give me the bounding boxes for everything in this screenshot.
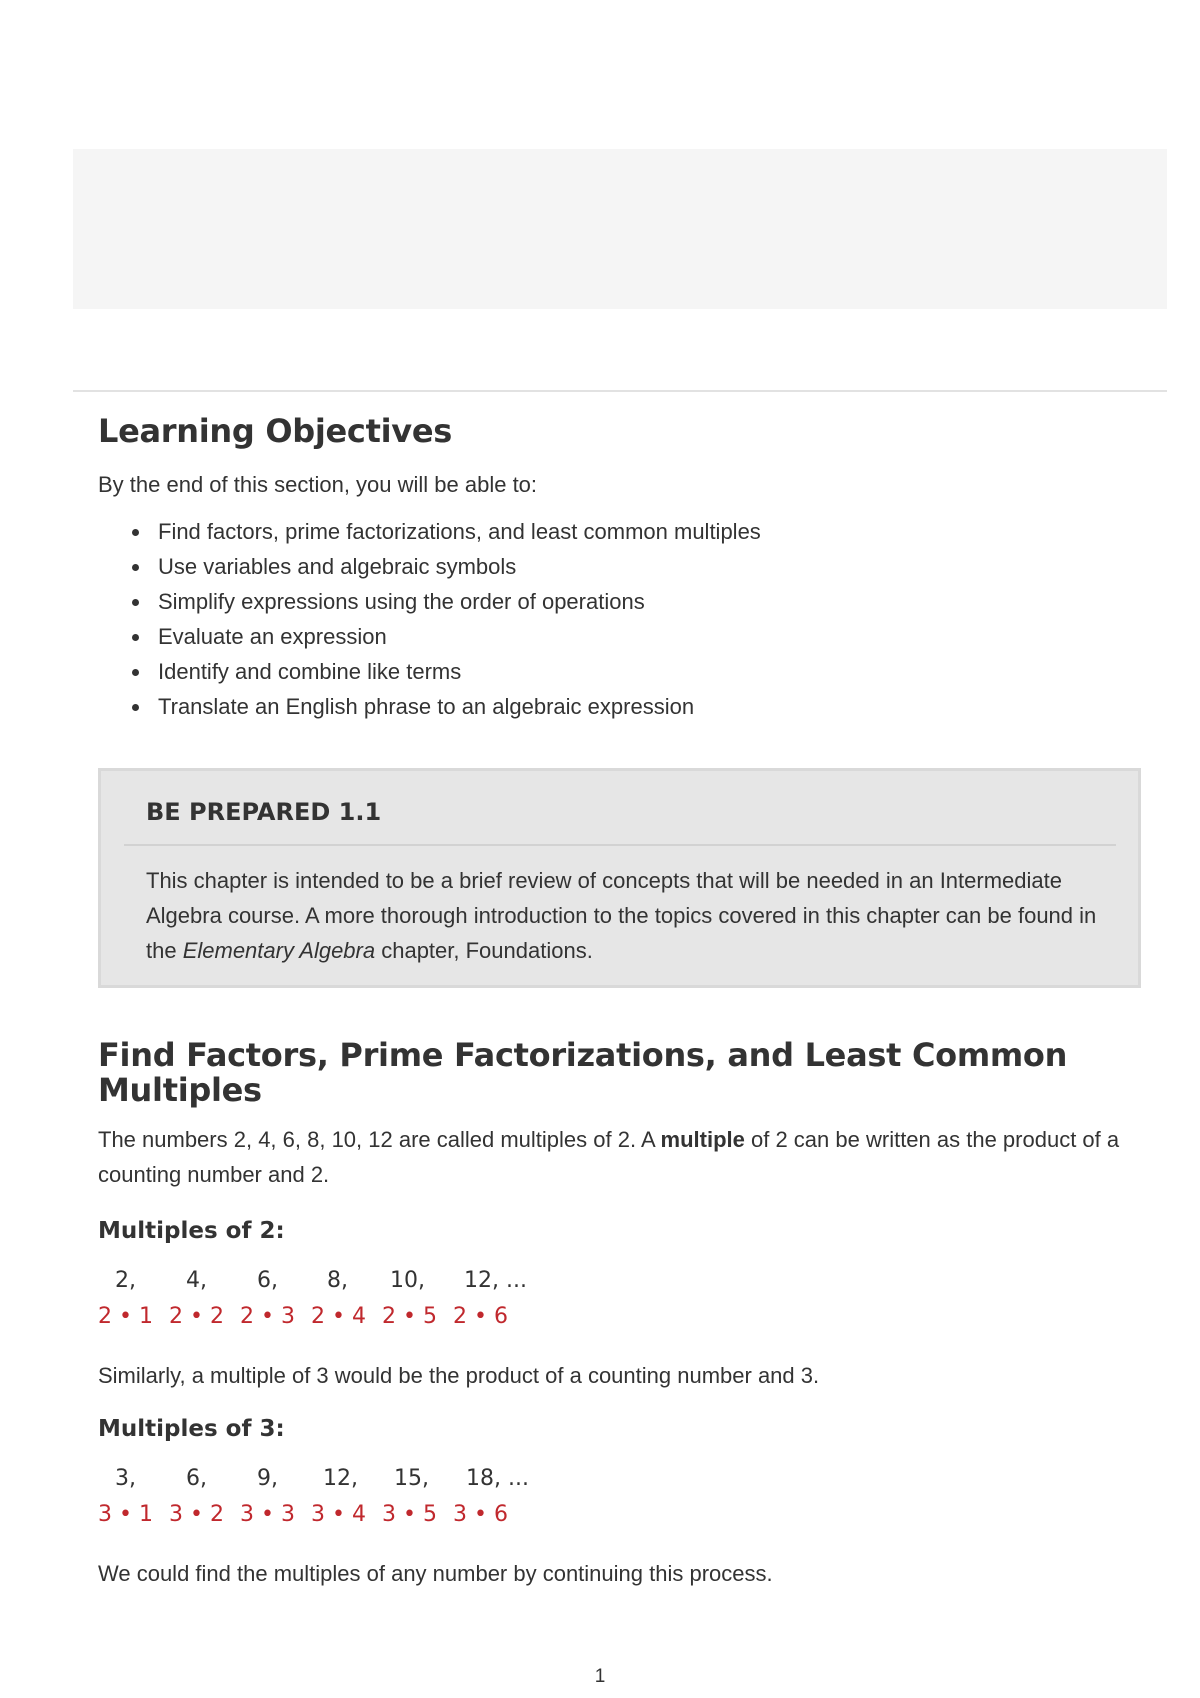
section-title: Find Factors, Prime Factorizations, and Least Common Multiples	[98, 1036, 1068, 1109]
multiple-product: 2 • 4	[311, 1304, 366, 1329]
elementary-algebra-reference: Elementary Algebra	[182, 938, 376, 963]
multiple-value: 8,	[327, 1268, 348, 1293]
header-banner	[73, 149, 1167, 309]
bullet-icon	[132, 634, 139, 641]
multiples-of-2-values	[98, 1266, 598, 1296]
multiples-of-2-label: Multiples of 2:	[98, 1218, 285, 1244]
page-number: 1	[594, 1666, 606, 1687]
be-prepared-title: BE PREPARED 1.1	[146, 798, 382, 826]
list-item: Translate an English phrase to an algebraic expression	[158, 689, 1143, 724]
multiple-product: 2 • 6	[453, 1304, 508, 1329]
bullet-icon	[132, 704, 139, 711]
multiples-of-3-values	[98, 1464, 598, 1494]
multiple-product: 3 • 6	[453, 1502, 508, 1527]
list-item: Identify and combine like terms	[158, 654, 1143, 689]
multiple-product: 3 • 2	[169, 1502, 224, 1527]
be-prepared-box	[98, 768, 1141, 988]
multiple-value: 4,	[186, 1268, 207, 1293]
multiples-of-2-products	[98, 1302, 598, 1332]
multiple-value: 6,	[186, 1466, 207, 1491]
multiple-product: 3 • 5	[382, 1502, 437, 1527]
learning-objectives-intro: By the end of this section, you will be able to:	[98, 472, 538, 497]
bullet-icon	[132, 599, 139, 606]
multiples-of-3-intro: Similarly, a multiple of 3 would be the product of a counting number and 3.	[98, 1363, 820, 1388]
page-content	[98, 410, 1143, 1586]
multiple-product: 2 • 1	[98, 1304, 153, 1329]
multiples-definition-paragraph: The numbers 2, 4, 6, 8, 10, 12 are called multiples of 2. A multiple of 2 can be written as the product of a counting number and 2.	[98, 1127, 1120, 1187]
multiple-value: 15,	[394, 1466, 429, 1491]
bullet-icon	[132, 529, 139, 536]
multiple-value: 3,	[115, 1466, 136, 1491]
multiple-value: 9,	[257, 1466, 278, 1491]
multiple-value: 2,	[115, 1268, 136, 1293]
bullet-icon	[132, 564, 139, 571]
multiple-term: multiple	[660, 1127, 745, 1152]
multiple-product: 2 • 2	[169, 1304, 224, 1329]
multiple-product: 2 • 3	[240, 1304, 295, 1329]
multiple-value: 12, ...	[464, 1268, 527, 1293]
learning-objectives-title: Learning Objectives	[98, 412, 452, 450]
list-item: Find factors, prime factorizations, and least common multiples	[158, 514, 1143, 549]
be-prepared-divider	[124, 844, 1116, 846]
multiple-value: 12,	[323, 1466, 358, 1491]
multiple-product: 3 • 3	[240, 1502, 295, 1527]
be-prepared-text: This chapter is intended to be a brief review of concepts that will be needed in an Intermediate Algebra course. A more thorough introduction to the topics covered in this chapter can be found in the Elementary Algebra chapter, Foundations.	[146, 868, 1097, 963]
multiple-product: 3 • 4	[311, 1502, 366, 1527]
multiples-of-3-label: Multiples of 3:	[98, 1416, 285, 1442]
list-item: Use variables and algebraic symbols	[158, 549, 1143, 584]
multiple-product: 2 • 5	[382, 1304, 437, 1329]
multiples-of-3-products	[98, 1500, 598, 1530]
bullet-icon	[132, 669, 139, 676]
multiple-value: 18, ...	[466, 1466, 529, 1491]
list-item: Evaluate an expression	[158, 619, 1143, 654]
multiple-value: 10,	[390, 1268, 425, 1293]
multiple-product: 3 • 1	[98, 1502, 153, 1527]
continuing-process-paragraph: We could find the multiples of any number by continuing this process.	[98, 1561, 773, 1586]
header-divider	[73, 390, 1167, 392]
list-item: Simplify expressions using the order of operations	[158, 584, 1143, 619]
multiple-value: 6,	[257, 1268, 278, 1293]
objectives-list	[98, 514, 1143, 724]
